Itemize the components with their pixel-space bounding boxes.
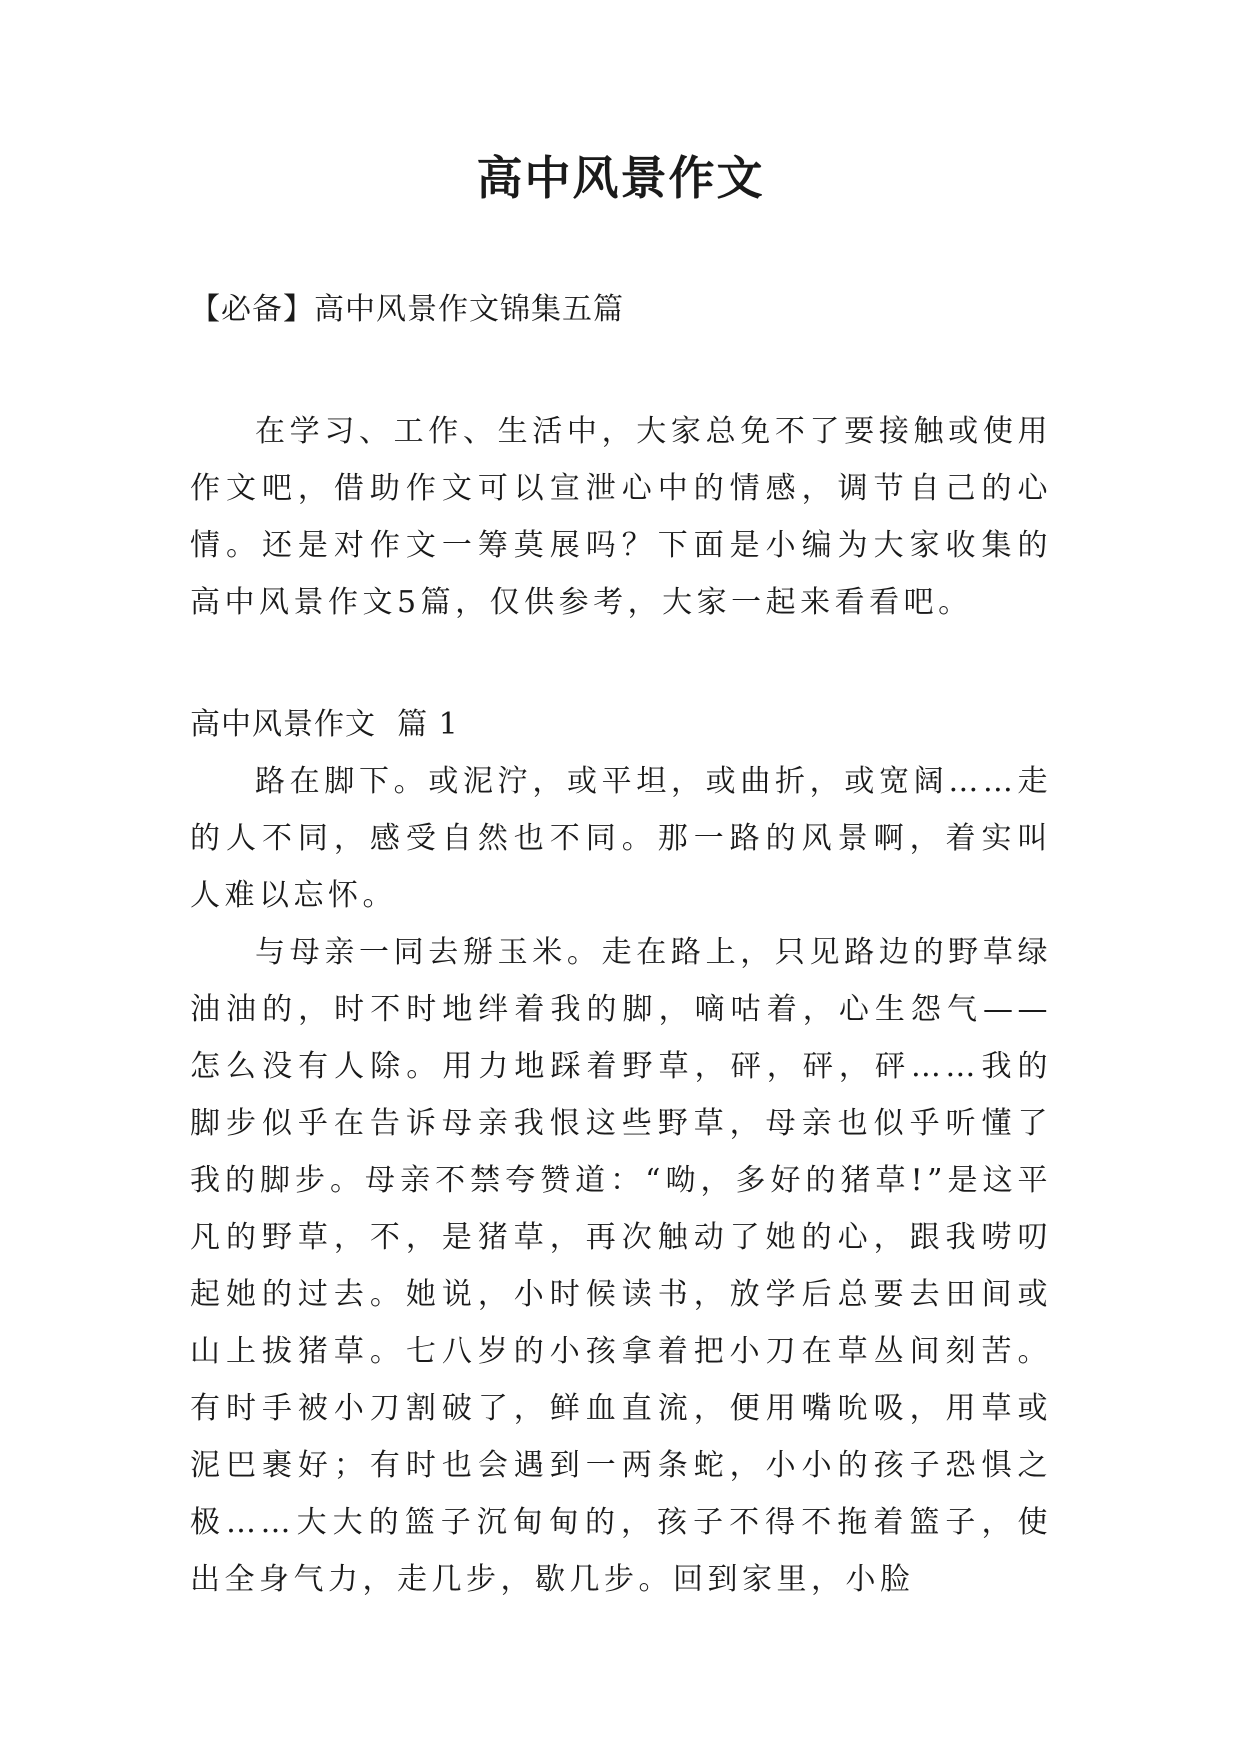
document-title: 高中风景作文 <box>476 151 765 205</box>
document-subtitle: 【必备】高中风景作文锦集五篇 <box>190 292 624 327</box>
intro-paragraph: 在学习、工作、生活中，大家总免不了要接触或使用作文吧，借助作文可以宣泄心中的情感，调节自己的心情。还是对作文一筹莫展吗？下面是小编为大家收集的高中风景作文5篇，仅供参考，大家一起来看看吧。 <box>190 414 1052 620</box>
section-heading: 高中风景作文 篇 1 <box>190 707 459 742</box>
body-paragraph: 路在脚下。或泥泞，或平坦，或曲折，或宽阔……走的人不同，感受自然也不同。那一路的风景啊，着实叫人难以忘怀。 <box>190 764 1052 913</box>
body-paragraph: 与母亲一同去掰玉米。走在路上，只见路边的野草绿油油的，时不时地绊着我的脚，嘀咕着，心生怨气——怎么没有人除。用力地踩着野草，砰，砰，砰……我的脚步似乎在告诉母亲我恨这些野草，母亲也似乎听懂了我的脚步。母亲不禁夸赞道：“呦，多好的猪草!”是这平凡的野草，不，是猪草，再次触动了她的心，跟我唠叨起她的过去。她说，小时候读书，放学后总要去田间或山上拔猪草。七八岁的小孩拿着把小刀在草丛间刻苦。有时手被小刀割破了，鲜血直流，便用嘴吮吸，用草或泥巴裹好；有时也会遇到一两条蛇，小小的孩子恐惧之极……大大的篮子沉甸甸的，孩子不得不拖着篮子，使出全身气力，走几步，歇几步。回到家里，小脸 <box>190 935 1052 1597</box>
